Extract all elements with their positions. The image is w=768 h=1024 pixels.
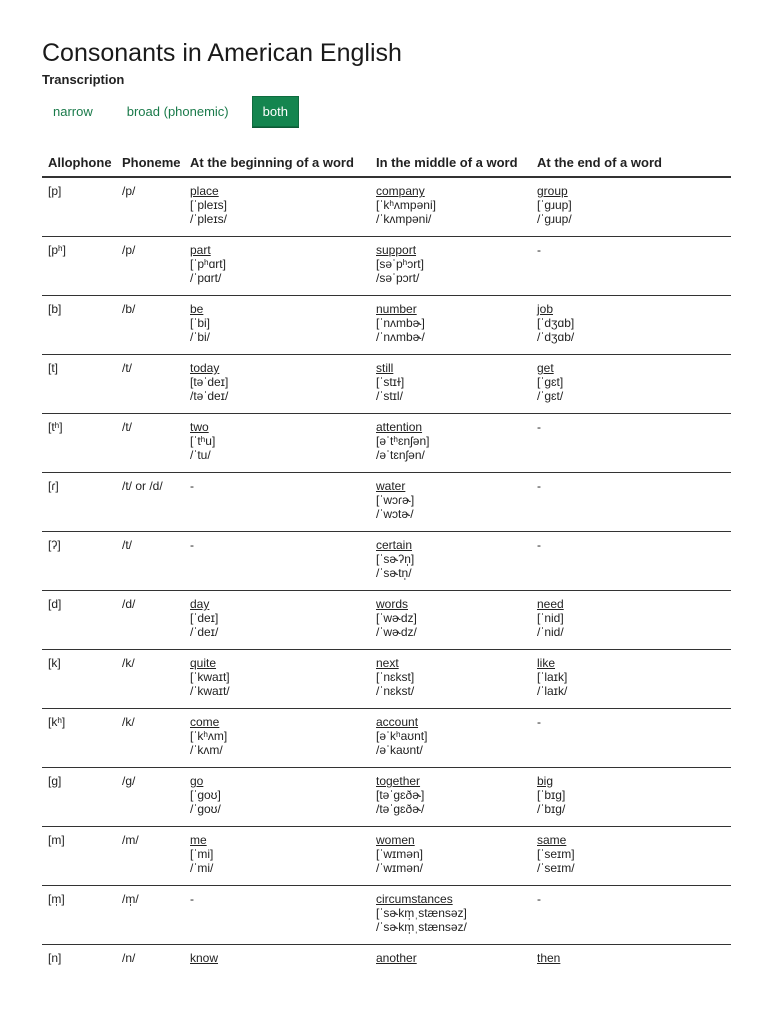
allophone-cell: [d] (42, 591, 116, 650)
middle-example-cell (370, 945, 531, 1004)
narrow-transcription: [ˈwɔɾɚ] (376, 493, 415, 507)
broad-transcription: /ˈsɚtn̩/ (376, 566, 412, 580)
narrow-transcription: [ˈkwaɪt] (190, 670, 230, 684)
begin-example-cell (184, 414, 370, 473)
narrow-transcription: [ˈpleɪs] (190, 198, 227, 212)
allophone-cell: [ʔ] (42, 532, 116, 591)
broad-transcription: /ˈɡoʊ/ (190, 802, 221, 816)
example-word-link[interactable]: get (537, 361, 554, 375)
narrow-transcription: [ˈlaɪk] (537, 670, 568, 684)
example-word-link[interactable]: two (190, 420, 209, 434)
empty-dash: - (537, 420, 541, 434)
narrow-transcription: [ˈdʒɑb] (537, 316, 575, 330)
end-example-cell (531, 591, 731, 650)
empty-dash: - (537, 479, 541, 493)
example-word-link[interactable]: attention (376, 420, 423, 434)
broad-transcription: /ˈdʒɑb/ (537, 330, 575, 344)
broad-transcription: /ˈlaɪk/ (537, 684, 568, 698)
tab-narrow[interactable]: narrow (53, 103, 93, 119)
broad-transcription: /əˈkaʊnt/ (376, 743, 423, 757)
middle-example-cell (370, 768, 531, 827)
table-row (42, 296, 731, 355)
narrow-transcription: [ˈbi] (190, 316, 211, 330)
begin-example-cell (184, 886, 370, 945)
tab-broad-phonemic[interactable]: broad (phonemic) (126, 103, 229, 119)
example-word-link[interactable]: like (537, 656, 556, 670)
example-word-link[interactable]: group (537, 184, 568, 198)
example-word-link[interactable]: be (190, 302, 204, 316)
begin-example-cell (184, 827, 370, 886)
example-word-link[interactable]: big (537, 774, 554, 788)
narrow-transcription: [ˈdeɪ] (190, 611, 219, 625)
narrow-transcription: [ˈstɪɫ] (376, 375, 405, 389)
middle-example-cell (370, 237, 531, 296)
middle-example-cell (370, 473, 531, 532)
broad-transcription: /ˈwɚdz/ (376, 625, 417, 639)
phoneme-cell: /p/ (116, 177, 184, 237)
narrow-transcription: [ˈnid] (537, 611, 564, 625)
example-word-link[interactable]: day (190, 597, 210, 611)
example-word-link[interactable]: support (376, 243, 417, 257)
table-row (42, 237, 731, 296)
begin-example-cell (184, 945, 370, 1004)
example-word-link[interactable]: circumstances (376, 892, 453, 906)
empty-dash: - (190, 892, 194, 906)
narrow-transcription: [ˈbɪɡ] (537, 788, 566, 802)
example-word-link[interactable]: company (376, 184, 425, 198)
broad-transcription: /təˈdeɪ/ (190, 389, 229, 403)
narrow-transcription: [ˈnɛkst] (376, 670, 415, 684)
broad-transcription: /ˈtu/ (190, 448, 211, 462)
example-word-link[interactable]: need (537, 597, 564, 611)
end-example-cell (531, 709, 731, 768)
page-title: Consonants in American English (42, 39, 402, 67)
broad-transcription: /ˈmi/ (190, 861, 214, 875)
begin-example-cell (184, 709, 370, 768)
middle-example-cell (370, 827, 531, 886)
example-word-link[interactable]: number (376, 302, 417, 316)
table-row (42, 650, 731, 709)
end-example-cell (531, 886, 731, 945)
example-word-link[interactable]: women (376, 833, 415, 847)
empty-dash: - (537, 715, 541, 729)
narrow-transcription: [əˈkʰaʊnt] (376, 729, 428, 743)
example-word-link[interactable]: me (190, 833, 207, 847)
example-word-link[interactable]: certain (376, 538, 413, 552)
phoneme-cell: /m̩/ (116, 886, 184, 945)
phoneme-cell: /t/ or /d/ (116, 473, 184, 532)
table-row (42, 177, 731, 237)
table-row (42, 355, 731, 414)
example-word-link[interactable]: come (190, 715, 220, 729)
allophone-cell: [kʰ] (42, 709, 116, 768)
narrow-transcription: [ˈpʰɑrt] (190, 257, 226, 271)
narrow-transcription: [təˈdeɪ] (190, 375, 229, 389)
example-word-link[interactable]: go (190, 774, 204, 788)
phoneme-cell: /k/ (116, 650, 184, 709)
middle-example-cell (370, 177, 531, 237)
broad-transcription: /ˈkʌm/ (190, 743, 223, 757)
example-word-link[interactable]: next (376, 656, 399, 670)
narrow-transcription: [səˈpʰɔrt] (376, 257, 424, 271)
begin-example-cell (184, 473, 370, 532)
end-example-cell (531, 237, 731, 296)
phoneme-cell: /t/ (116, 355, 184, 414)
broad-transcription: /ˈpleɪs/ (190, 212, 227, 226)
allophone-cell: [k] (42, 650, 116, 709)
example-word-link[interactable]: still (376, 361, 394, 375)
begin-example-cell (184, 532, 370, 591)
example-word-link[interactable]: job (537, 302, 554, 316)
broad-transcription: /ˈnɛkst/ (376, 684, 415, 698)
allophone-cell: [n] (48, 951, 62, 965)
example-word-link[interactable]: quite (190, 656, 217, 670)
broad-transcription: /ˈsɚkm̩ˌstænsəz/ (376, 920, 467, 934)
allophone-cell: [t] (42, 355, 116, 414)
allophone-cell: [p] (42, 177, 116, 237)
empty-dash: - (537, 538, 541, 552)
narrow-transcription: [ˈseɪm] (537, 847, 575, 861)
narrow-transcription: [təˈɡɛðɚ] (376, 788, 425, 802)
middle-example-cell (370, 296, 531, 355)
phoneme-cell: /n/ (122, 951, 136, 965)
allophone-cell: [m̩] (42, 886, 116, 945)
transcription-label: Transcription (42, 72, 125, 87)
empty-dash: - (190, 538, 194, 552)
example-word-link[interactable]: part (190, 243, 211, 257)
end-example-cell (531, 945, 731, 1004)
header-middle: In the middle of a word (370, 149, 531, 177)
broad-transcription: /səˈpɔrt/ (376, 271, 420, 285)
broad-transcription: /ˈbɪɡ/ (537, 802, 566, 816)
middle-example-cell (370, 650, 531, 709)
begin-example-cell (184, 768, 370, 827)
table-body (42, 177, 731, 1003)
example-word-link[interactable]: same (537, 833, 567, 847)
begin-example-cell (184, 650, 370, 709)
table-row (42, 886, 731, 945)
allophone-cell: [g] (42, 768, 116, 827)
consonants-table (42, 149, 731, 1003)
broad-transcription: /ˈbi/ (190, 330, 211, 344)
phoneme-cell: /m/ (116, 827, 184, 886)
example-word-link[interactable]: today (190, 361, 220, 375)
begin-example-cell (184, 355, 370, 414)
begin-example-cell (184, 296, 370, 355)
table-row (42, 827, 731, 886)
table-row (42, 473, 731, 532)
middle-example-cell (370, 591, 531, 650)
allophone-cell: [b] (42, 296, 116, 355)
end-example-cell (531, 473, 731, 532)
narrow-transcription: [ˈnʌmbɚ] (376, 316, 425, 330)
example-word-link[interactable]: another (376, 951, 417, 965)
broad-transcription: /ˈwɔtɚ/ (376, 507, 414, 521)
narrow-transcription: [ˈtʰu] (190, 434, 216, 448)
empty-dash: - (190, 479, 194, 493)
broad-transcription: /ˈdeɪ/ (190, 625, 219, 639)
broad-transcription: /ˈpɑrt/ (190, 271, 222, 285)
end-example-cell (531, 414, 731, 473)
allophone-cell: [pʰ] (42, 237, 116, 296)
allophone-cell: [tʰ] (42, 414, 116, 473)
middle-example-cell (370, 355, 531, 414)
example-word-link[interactable]: then (537, 951, 561, 965)
tab-both[interactable]: both (252, 96, 299, 127)
table-row (42, 591, 731, 650)
phoneme-cell: /g/ (116, 768, 184, 827)
table-row (42, 532, 731, 591)
header-allophone: Allophone (42, 149, 116, 177)
middle-example-cell (370, 532, 531, 591)
broad-transcription: /ˈkʌmpəni/ (376, 212, 432, 226)
phoneme-cell: /k/ (116, 709, 184, 768)
narrow-transcription: [ˈmi] (190, 847, 214, 861)
example-word-link[interactable]: water (376, 479, 406, 493)
broad-transcription: /əˈtɛnʃən/ (376, 448, 425, 462)
header-beginning: At the beginning of a word (184, 149, 370, 177)
middle-example-cell (370, 709, 531, 768)
allophone-cell: [m] (42, 827, 116, 886)
table-row (42, 768, 731, 827)
broad-transcription: /ˈɡɛt/ (537, 389, 564, 403)
narrow-transcription: [ˈsɚʔn̩] (376, 552, 415, 566)
narrow-transcription: [ˈwɚdz] (376, 611, 417, 625)
end-example-cell (531, 650, 731, 709)
narrow-transcription: [ˈɡoʊ] (190, 788, 221, 802)
transcription-tabs (42, 95, 726, 127)
end-example-cell (531, 177, 731, 237)
begin-example-cell (184, 591, 370, 650)
table-row (42, 945, 731, 1004)
begin-example-cell (184, 177, 370, 237)
example-word-link[interactable]: know (190, 951, 219, 965)
begin-example-cell (184, 237, 370, 296)
broad-transcription: /ˈɡɹup/ (537, 212, 572, 226)
end-example-cell (531, 532, 731, 591)
broad-transcription: /ˈkwaɪt/ (190, 684, 230, 698)
example-word-link[interactable]: place (190, 184, 219, 198)
phoneme-cell: /t/ (116, 532, 184, 591)
phoneme-cell: /b/ (116, 296, 184, 355)
narrow-transcription: [ˈwɪmən] (376, 847, 423, 861)
narrow-transcription: [ˈkʰʌmpəni] (376, 198, 436, 212)
allophone-cell: [ɾ] (42, 473, 116, 532)
phoneme-cell: /d/ (116, 591, 184, 650)
middle-example-cell (370, 886, 531, 945)
end-example-cell (531, 768, 731, 827)
broad-transcription: /ˈstɪl/ (376, 389, 403, 403)
broad-transcription: /ˈnid/ (537, 625, 564, 639)
narrow-transcription: [ˈɡɹup] (537, 198, 572, 212)
table-row (42, 414, 731, 473)
end-example-cell (531, 827, 731, 886)
broad-transcription: /təˈɡɛðɚ/ (376, 802, 425, 816)
end-example-cell (531, 355, 731, 414)
table-header-row (42, 149, 731, 177)
example-word-link[interactable]: together (376, 774, 421, 788)
narrow-transcription: [əˈtʰɛnʃən] (376, 434, 430, 448)
empty-dash: - (537, 892, 541, 906)
table-row (42, 709, 731, 768)
middle-example-cell (370, 414, 531, 473)
phoneme-cell: /p/ (116, 237, 184, 296)
broad-transcription: /ˈseɪm/ (537, 861, 575, 875)
phoneme-cell: /t/ (116, 414, 184, 473)
broad-transcription: /ˈwɪmən/ (376, 861, 423, 875)
header-end: At the end of a word (531, 149, 731, 177)
header-phoneme: Phoneme (116, 149, 184, 177)
end-example-cell (531, 296, 731, 355)
example-word-link[interactable]: account (376, 715, 419, 729)
narrow-transcription: [ˈkʰʌm] (190, 729, 228, 743)
empty-dash: - (537, 243, 541, 257)
example-word-link[interactable]: words (376, 597, 409, 611)
narrow-transcription: [ˈsɚkm̩ˌstænsəz] (376, 906, 467, 920)
narrow-transcription: [ˈɡɛt] (537, 375, 564, 389)
broad-transcription: /ˈnʌmbɚ/ (376, 330, 425, 344)
